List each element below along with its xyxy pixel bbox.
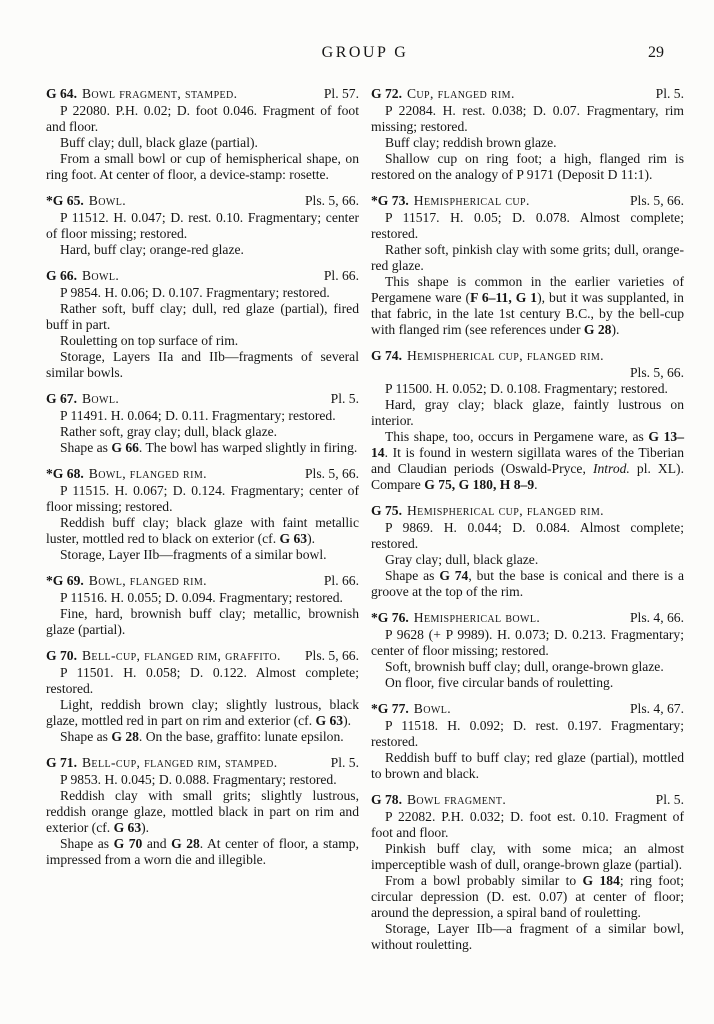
entry-paragraph: Buff clay; reddish brown glaze. [385, 135, 557, 150]
entry-heading [371, 503, 684, 519]
text-segment: . At center of floor, a stamp, impressed from a worn die and illegible. [46, 836, 359, 867]
entry-paragraph [371, 274, 684, 338]
text-segment: Shape as [60, 440, 112, 455]
entry-paragraph [46, 788, 359, 836]
entry-heading [371, 86, 684, 102]
entry-paragraph: Reddish buff to buff clay; red glaze (partial), mottled to brown and black. [371, 750, 684, 781]
text-segment: Shape as [385, 568, 440, 583]
catalog-entry [371, 701, 684, 782]
entry-plate-row [371, 365, 684, 381]
entry-heading [46, 193, 359, 209]
text-segment: ). [307, 531, 316, 546]
catalog-entry [46, 86, 359, 183]
entry-paragraph: P 11501. H. 0.058; D. 0.122. Almost complete; restored. [46, 665, 359, 696]
entry-number: G 72. [371, 86, 402, 101]
text-segment: This shape, too, occurs in Pergamene ware, as [385, 429, 649, 444]
entry-heading [46, 755, 359, 771]
entry-number: *G 77. [371, 701, 409, 716]
cross-reference: G 66 [111, 440, 139, 455]
entry-paragraph [46, 440, 359, 456]
cross-reference: G 63 [279, 531, 308, 546]
entry-paragraph: On floor, five circular bands of rouletting. [385, 675, 614, 690]
cross-reference: G 74 [439, 568, 469, 583]
entry-title: Bowl fragment, stamped. [81, 86, 238, 101]
entry-paragraph [46, 729, 359, 745]
catalog-entry [371, 86, 684, 183]
entry-heading [46, 466, 359, 482]
catalog-entry [46, 193, 359, 258]
entry-number: G 66. [46, 268, 77, 283]
entry-paragraph: Shallow cup on ring foot; a high, flanged rim is restored on the analogy of P 9171 (Deposit D 11:1). [371, 151, 684, 182]
entry-paragraph: Soft, brownish buff clay; dull, orange-brown glaze. [385, 659, 664, 674]
entry-plate-ref: Pl. 5. [330, 391, 359, 406]
catalog-entry [371, 792, 684, 953]
entry-title: Cup, flanged rim. [406, 86, 515, 101]
catalog-entry [46, 466, 359, 563]
entry-heading [371, 193, 684, 209]
text-segment: . The bowl has warped slightly in firing. [138, 440, 358, 455]
running-head [46, 44, 684, 66]
catalog-entry [46, 755, 359, 868]
text-segment: and [142, 836, 172, 851]
entry-plate-ref: Pl. 5. [655, 792, 684, 807]
text-segment: . [534, 477, 538, 492]
entry-title: Bowl, flanged rim. [88, 573, 207, 588]
entry-title: Hemispherical bowl. [413, 610, 541, 625]
text-segment: Light, reddish brown clay; slightly lustrous, black glaze, mottled red in part on rim and exterior (cf. [46, 697, 359, 728]
entry-title: Bowl, flanged rim. [88, 466, 207, 481]
entry-paragraph: Rouletting on top surface of rim. [60, 333, 239, 348]
text-segment: Reddish clay with small grits; slightly lustrous, reddish orange glaze, mottled black in part on rim and exterior (cf. [46, 788, 359, 835]
entry-title: Hemispherical cup, flanged rim. [406, 503, 604, 518]
entry-paragraph: P 11491. H. 0.064; D. 0.11. Fragmentary; restored. [60, 408, 336, 423]
entry-heading [46, 391, 359, 407]
entry-paragraph: P 11516. H. 0.055; D. 0.094. Fragmentary; restored. [60, 590, 343, 605]
cross-reference: G 75, G 180, H 8–9 [424, 477, 535, 492]
entry-heading [46, 86, 359, 102]
text-segment: ). [141, 820, 150, 835]
entry-number: G 78. [371, 792, 402, 807]
text-segment: This shape is common in the earlier varieties of Pergamene ware ( [371, 274, 684, 305]
entry-heading [46, 573, 359, 589]
cross-reference: G 63 [113, 820, 142, 835]
entry-plate-ref: Pls. 4, 66. [629, 610, 684, 625]
entry-paragraph: Rather soft, gray clay; dull, black glaze. [60, 424, 278, 439]
entry-paragraph: Hard, buff clay; orange-red glaze. [60, 242, 244, 257]
entry-paragraph [371, 873, 684, 921]
entry-title: Bell-cup, flanged rim, graffito. [81, 648, 281, 663]
entry-paragraph: P 9628 (+ P 9989). H. 0.073; D. 0.213. Fragmentary; center of floor missing; restored. [371, 627, 684, 658]
entry-paragraph: Rather soft, pinkish clay with some grits; dull, orange-red glaze. [371, 242, 684, 273]
entry-paragraph: P 11515. H. 0.067; D. 0.124. Fragmentary; center of floor missing; restored. [46, 483, 359, 514]
text-columns [46, 86, 684, 963]
cross-reference: G 63 [315, 713, 344, 728]
entry-plate-ref: Pl. 5. [655, 86, 684, 101]
entry-number: G 74. [371, 348, 402, 363]
entry-paragraph: Storage, Layers IIa and IIb—fragments of several similar bowls. [46, 349, 359, 380]
entry-title: Hemispherical cup. [413, 193, 530, 208]
entry-number: *G 69. [46, 573, 84, 588]
entry-plate-ref: Pls. 5, 66. [629, 365, 684, 380]
catalog-entry [46, 573, 359, 638]
entry-number: G 67. [46, 391, 77, 406]
entry-number: *G 76. [371, 610, 409, 625]
catalog-entry [46, 391, 359, 456]
cross-reference: G 28 [583, 322, 612, 337]
catalog-entry [371, 610, 684, 691]
catalog-entry [371, 503, 684, 600]
entry-paragraph: P 9869. H. 0.044; D. 0.084. Almost complete; restored. [371, 520, 684, 551]
entry-paragraph: P 11518. H. 0.092; D. rest. 0.197. Fragmentary; restored. [371, 718, 684, 749]
entry-plate-ref: Pl. 66. [323, 268, 359, 283]
cross-reference: G 70 [113, 836, 143, 851]
entry-paragraph: P 9853. H. 0.045; D. 0.088. Fragmentary; restored. [60, 772, 337, 787]
entry-paragraph: Storage, Layer IIb—a fragment of a similar bowl, without rouletting. [371, 921, 684, 952]
left-column [46, 86, 359, 963]
page-title: GROUP G [321, 44, 409, 61]
entry-plate-ref: Pls. 5, 66. [304, 193, 359, 208]
entry-number: *G 68. [46, 466, 84, 481]
entry-plate-ref: Pl. 57. [323, 86, 359, 101]
entry-paragraph [371, 429, 684, 493]
entry-plate-ref: Pl. 66. [323, 573, 359, 588]
entry-paragraph: P 11500. H. 0.052; D. 0.108. Fragmentary; restored. [385, 381, 668, 396]
entry-plate-ref: Pls. 5, 66. [304, 466, 359, 481]
cross-reference: G 28 [171, 836, 200, 851]
cross-reference: G 13–14 [371, 429, 684, 460]
catalog-entry [371, 348, 684, 493]
entry-title: Bowl. [88, 193, 126, 208]
entry-heading [371, 701, 684, 717]
entry-paragraph: Gray clay; dull, black glaze. [385, 552, 539, 567]
entry-paragraph: Rather soft, buff clay; dull, red glaze (partial), fired buff in part. [46, 301, 359, 332]
page-number: 29 [648, 44, 664, 61]
entry-title: Bowl. [413, 701, 451, 716]
entry-number: G 71. [46, 755, 77, 770]
entry-paragraph [46, 515, 359, 547]
entry-paragraph: From a small bowl or cup of hemispherical shape, on ring foot. At center of floor, a device-stamp: rosette. [46, 151, 359, 182]
entry-plate-ref: Pls. 5, 66. [304, 648, 359, 663]
entry-number: G 70. [46, 648, 77, 663]
entry-paragraph: Storage, Layer IIb—fragments of a similar bowl. [60, 547, 327, 562]
entry-title: Hemispherical cup, flanged rim. [406, 348, 604, 363]
entry-paragraph: P 9854. H. 0.06; D. 0.107. Fragmentary; restored. [60, 285, 330, 300]
catalog-entry [371, 193, 684, 338]
entry-number: *G 65. [46, 193, 84, 208]
entry-paragraph: P 22080. P.H. 0.02; D. foot 0.046. Fragment of foot and floor. [46, 103, 359, 134]
entry-title: Bowl. [81, 268, 120, 283]
entry-paragraph [46, 697, 359, 729]
entry-heading [46, 268, 359, 284]
entry-paragraph: P 11517. H. 0.05; D. 0.078. Almost complete; restored. [371, 210, 684, 241]
entry-number: *G 73. [371, 193, 409, 208]
entry-paragraph: P 22084. H. rest. 0.038; D. 0.07. Fragmentary, rim missing; restored. [371, 103, 684, 134]
entry-plate-ref: Pls. 5, 66. [629, 193, 684, 208]
text-segment: Shape as [60, 836, 114, 851]
text-segment: . It is found in western sigillata wares of the Tiberian and Claudian periods (Oswald-Pryce, [371, 445, 684, 476]
entry-heading [371, 610, 684, 626]
text-segment: pl. XL). Compare [371, 461, 684, 492]
text-segment: From a bowl probably similar to [385, 873, 583, 888]
entry-title: Bell-cup, flanged rim, stamped. [81, 755, 278, 770]
entry-paragraph: P 11512. H. 0.047; D. rest. 0.10. Fragmentary; center of floor missing; restored. [46, 210, 359, 241]
cross-reference: G 28 [111, 729, 139, 744]
cross-reference: F 6–11, G 1 [470, 290, 538, 305]
entry-paragraph [371, 568, 684, 600]
text-segment: , but the base is conical and there is a groove at the top of the rim. [371, 568, 684, 599]
entry-number: G 75. [371, 503, 402, 518]
entry-paragraph: Fine, hard, brownish buff clay; metallic, brownish glaze (partial). [46, 606, 359, 637]
entry-heading [371, 792, 684, 808]
entry-title: Bowl. [81, 391, 120, 406]
entry-title: Bowl fragment. [406, 792, 507, 807]
entry-paragraph [46, 836, 359, 868]
entry-paragraph: Buff clay; dull, black glaze (partial). [60, 135, 258, 150]
entry-paragraph: Hard, gray clay; black glaze, faintly lustrous on interior. [371, 397, 684, 428]
text-segment: . On the base, graffito: lunate epsilon. [138, 729, 344, 744]
text-segment: ). [343, 713, 352, 728]
entry-plate-ref: Pls. 4, 67. [629, 701, 684, 716]
entry-number: G 64. [46, 86, 77, 101]
entry-heading [371, 348, 684, 364]
italic-citation: Introd. [592, 461, 630, 476]
entry-heading [46, 648, 359, 664]
catalog-entry [46, 268, 359, 381]
entry-plate-ref: Pl. 5. [330, 755, 359, 770]
entry-paragraph: Pinkish buff clay, with some mica; an almost imperceptible wash of dull, orange-brown glaze (partial). [371, 841, 684, 872]
cross-reference: G 184 [582, 873, 620, 888]
catalog-entry [46, 648, 359, 745]
text-segment: ; ring foot; circular depression (D. est. 0.07) at center of floor; around the depression, a spiral band of rouletting. [371, 873, 684, 920]
text-segment: Shape as [60, 729, 112, 744]
right-column [371, 86, 684, 963]
text-segment: ). [611, 322, 620, 337]
text-segment: Reddish buff clay; black glaze with faint metallic luster, mottled red to black on exterior (cf. [46, 515, 359, 546]
entry-paragraph: P 22082. P.H. 0.032; D. foot est. 0.10. Fragment of foot and floor. [371, 809, 684, 840]
text-segment: ), but it was supplanted, in that fabric, in the late 1st century B.C., by the bell-cup with flanged rim (see references under [371, 290, 684, 337]
